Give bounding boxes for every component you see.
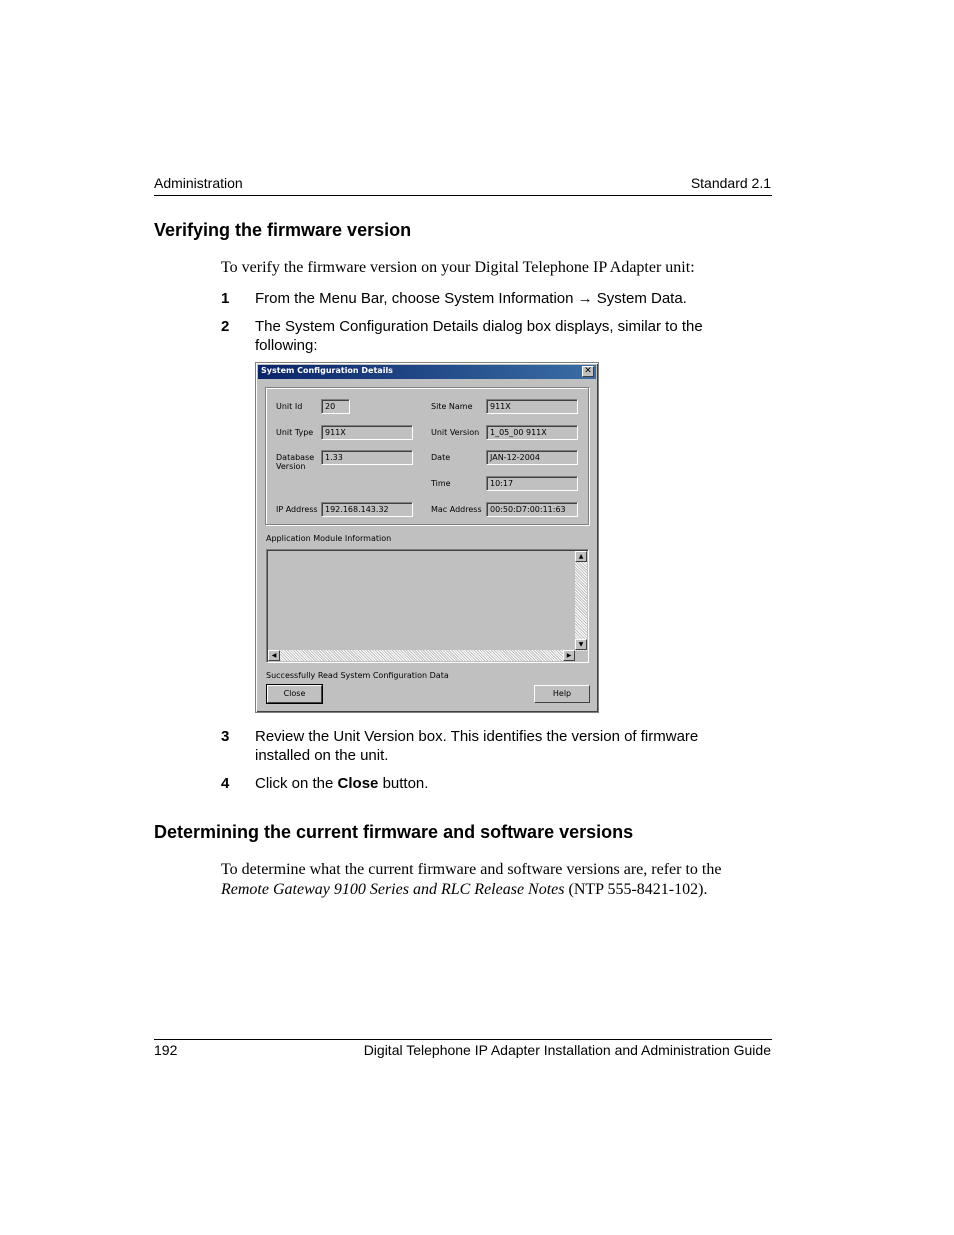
scroll-down-icon[interactable]: ▼ — [575, 639, 587, 650]
unit-type-label: Unit Type — [276, 428, 314, 437]
section-heading-verifying: Verifying the firmware version — [154, 220, 412, 240]
step-number: 1 — [221, 290, 230, 307]
help-button[interactable]: Help — [534, 685, 590, 703]
date-label: Date — [431, 453, 451, 462]
footer-title: Digital Telephone IP Adapter Installation and Administration Guide — [363, 1042, 771, 1058]
mac-address-field[interactable]: 00:50:D7:00:11:63 — [486, 502, 578, 517]
unit-type-field[interactable]: 911X — [321, 425, 413, 440]
dialog-title: System Configuration Details — [261, 366, 393, 375]
close-button[interactable]: Close — [267, 685, 322, 703]
step-text: From the Menu Bar, choose System Information → System Data. — [255, 290, 687, 307]
unit-version-label: Unit Version — [431, 428, 480, 437]
mac-address-label: Mac Address — [431, 505, 482, 514]
close-icon[interactable]: ✕ — [582, 366, 594, 377]
footer-rule — [154, 1039, 772, 1040]
running-header-standard: Standard 2.1 — [690, 175, 771, 191]
unit-id-field[interactable]: 20 — [321, 399, 350, 414]
vertical-scrollbar[interactable] — [575, 551, 587, 651]
database-version-label: Database Version — [276, 453, 315, 471]
paragraph-post: (NTP 555-8421-102). — [564, 881, 708, 898]
time-field[interactable]: 10:17 — [486, 476, 578, 491]
date-field[interactable]: JAN-12-2004 — [486, 450, 578, 465]
ip-address-field[interactable]: 192.168.143.32 — [321, 502, 413, 517]
unit-info-group — [265, 387, 589, 525]
paragraph-pre: To determine what the current firmware and software versions are, refer to the — [221, 861, 722, 878]
app-module-listbox[interactable] — [266, 549, 589, 663]
dialog-titlebar — [258, 365, 596, 379]
system-configuration-dialog — [255, 362, 599, 713]
step-text-pre: Click on the — [255, 775, 338, 792]
header-rule — [154, 195, 772, 196]
close-bold-text: Close — [337, 775, 379, 792]
scroll-up-icon[interactable]: ▲ — [575, 551, 587, 562]
release-notes-title: Remote Gateway 9100 Series and RLC Release Notes — [221, 881, 565, 898]
step-number: 3 — [221, 728, 230, 745]
section-heading-determining: Determining the current firmware and software versions — [154, 822, 634, 842]
status-text: Successfully Read System Configuration Data — [266, 671, 449, 680]
release-notes-paragraph — [221, 860, 772, 900]
page-number: 192 — [154, 1042, 178, 1058]
running-header-section: Administration — [154, 175, 243, 191]
ip-address-label: IP Address — [276, 505, 318, 514]
step-text — [255, 774, 735, 793]
scroll-right-icon[interactable]: ▶ — [563, 650, 575, 661]
unit-version-field[interactable]: 1_05_00 911X — [486, 425, 578, 440]
intro-paragraph: To verify the firmware version on your Digital Telephone IP Adapter unit: — [221, 259, 695, 276]
horizontal-scrollbar[interactable] — [268, 650, 575, 661]
step-text: Review the Unit Version box. This identifies the version of firmware installed on the unit. — [255, 728, 699, 764]
step-number: 4 — [221, 775, 230, 792]
time-label: Time — [431, 479, 451, 488]
step-number: 2 — [221, 318, 230, 335]
unit-id-label: Unit Id — [276, 402, 303, 411]
step-text: The System Configuration Details dialog box displays, similar to the following: — [255, 318, 703, 354]
app-module-label: Application Module Information — [266, 534, 392, 543]
database-version-field[interactable]: 1.33 — [321, 450, 413, 465]
site-name-field[interactable]: 911X — [486, 399, 578, 414]
site-name-label: Site Name — [431, 402, 473, 411]
step-text-post: button. — [378, 775, 429, 792]
scroll-left-icon[interactable]: ◀ — [268, 650, 280, 661]
